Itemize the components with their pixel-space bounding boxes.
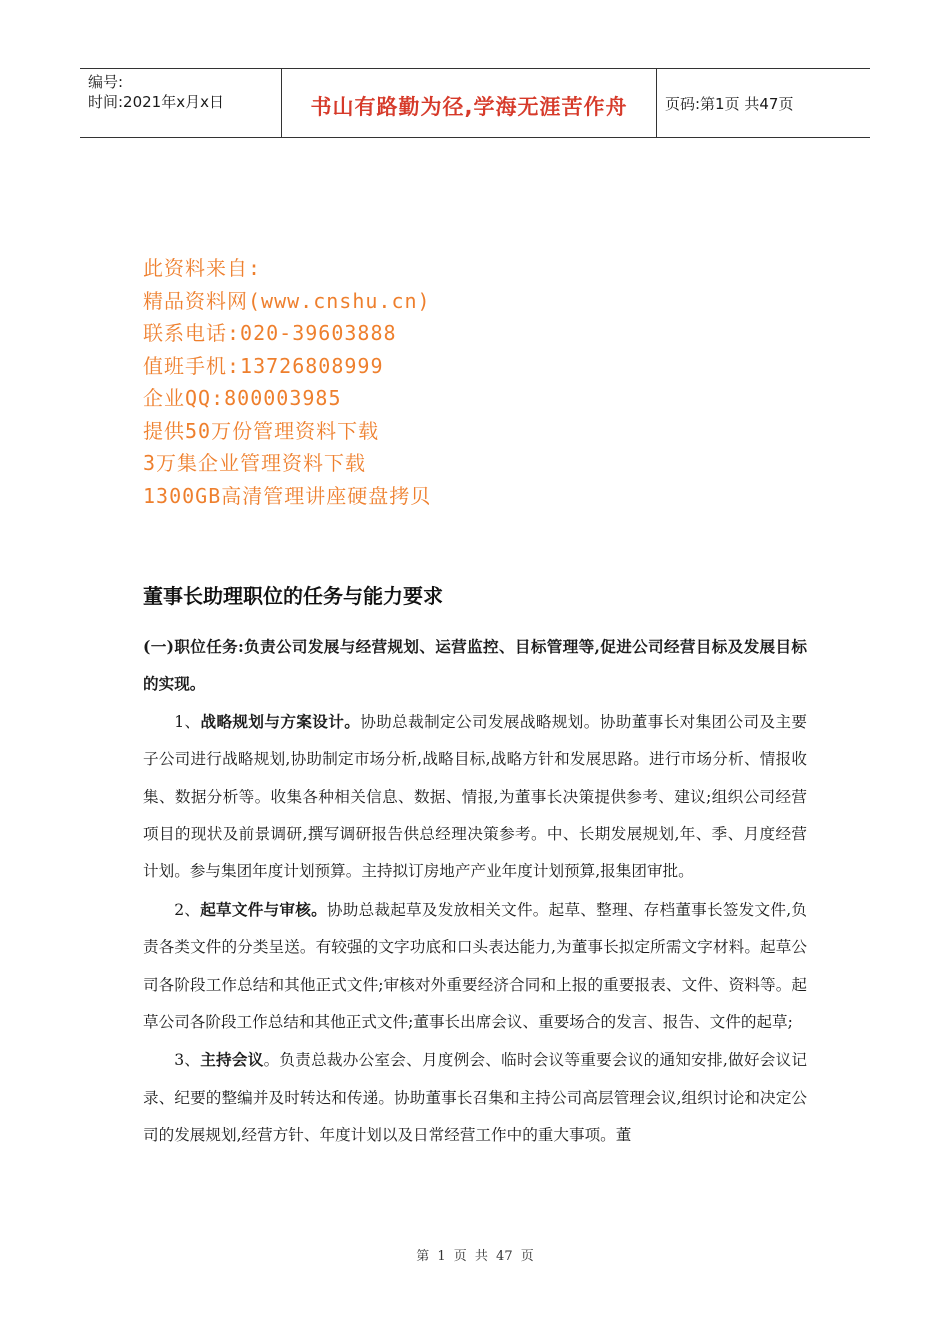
item-text: 协助总裁起草及发放相关文件。起草、整理、存档董事长签发文件,负责各类文件的分类呈送。有较强的文字功底和口头表达能力,为董事长拟定所需文字材料。起草公司各阶段工作总结和其他正式文件;审核对外重要经济合同和上报的重要报表、文件、资料等。起草公司各阶段工作总结和其他正式文件;董事长出席会议、重要场合的发言、报告、文件的起草; bbox=[143, 900, 807, 1032]
header-cell-meta bbox=[80, 69, 282, 137]
header-page-number: 页码:第1页 共47页 bbox=[665, 95, 794, 113]
promo-line: 企业QQ:800003985 bbox=[143, 386, 342, 410]
promo-block bbox=[143, 252, 431, 512]
header-cell-page bbox=[657, 69, 870, 137]
promo-line: 此资料来自: bbox=[143, 256, 262, 280]
promo-line: 联系电话:020-39603888 bbox=[143, 321, 397, 345]
item-number: 1、 bbox=[174, 712, 201, 731]
promo-line: 3万集企业管理资料下载 bbox=[143, 451, 367, 475]
section-heading: (一)职位任务:负责公司发展与经营规划、运营监控、目标管理等,促进公司经营目标及发展目标的实现。 bbox=[143, 637, 807, 694]
document-body bbox=[143, 628, 807, 1155]
document-date: 时间:2021年x月x日 bbox=[88, 93, 224, 111]
promo-line: 提供50万份管理资料下载 bbox=[143, 418, 380, 443]
paragraph-item-3 bbox=[143, 1041, 807, 1154]
item-number: 3、 bbox=[174, 1051, 201, 1070]
page-footer: 第 1 页 共 47 页 bbox=[416, 1249, 534, 1264]
item-number: 2、 bbox=[174, 900, 201, 919]
item-text: 。负责总裁办公室会、月度例会、临时会议等重要会议的通知安排,做好会议记录、纪要的整编并及时转达和传递。协助董事长召集和主持公司高层管理会议,组织讨论和决定公司的发展规划,经营方针、年度计划以及日常经营工作中的重大事项。董 bbox=[143, 1051, 807, 1145]
document-number: 编号: bbox=[88, 73, 124, 91]
document-title: 董事长助理职位的任务与能力要求 bbox=[143, 584, 443, 608]
paragraph-item-1 bbox=[143, 703, 807, 891]
item-text: 协助总裁制定公司发展战略规划。协助董事长对集团公司及主要子公司进行战略规划,协助制定市场分析,战略目标,战略方针和发展思路。进行市场分析、情报收集、数据分析等。收集各种相关信息、数据、情报,为董事长决策提供参考、建议;组织公司经营项目的现状及前景调研,撰写调研报告供总经理决策参考。中、长期发展规划,年、季、月度经营计划。参与集团年度计划预算。主持拟订房地产产业年度计划预算,报集团审批。 bbox=[143, 712, 807, 881]
header-cell-motto bbox=[282, 69, 657, 137]
header-motto: 书山有路勤为径,学海无涯苦作舟 bbox=[310, 95, 628, 119]
header-table bbox=[80, 68, 870, 138]
item-heading: 起草文件与审核。 bbox=[200, 899, 327, 919]
item-heading: 战略规划与方案设计。 bbox=[200, 711, 361, 731]
promo-line: 1300GB高清管理讲座硬盘拷贝 bbox=[143, 483, 432, 508]
paragraph-item-2 bbox=[143, 891, 807, 1042]
promo-line: 值班手机:13726808999 bbox=[143, 353, 384, 378]
promo-line: 精品资料网(www.cnshu.cn) bbox=[143, 288, 431, 313]
item-heading: 主持会议 bbox=[200, 1050, 264, 1070]
